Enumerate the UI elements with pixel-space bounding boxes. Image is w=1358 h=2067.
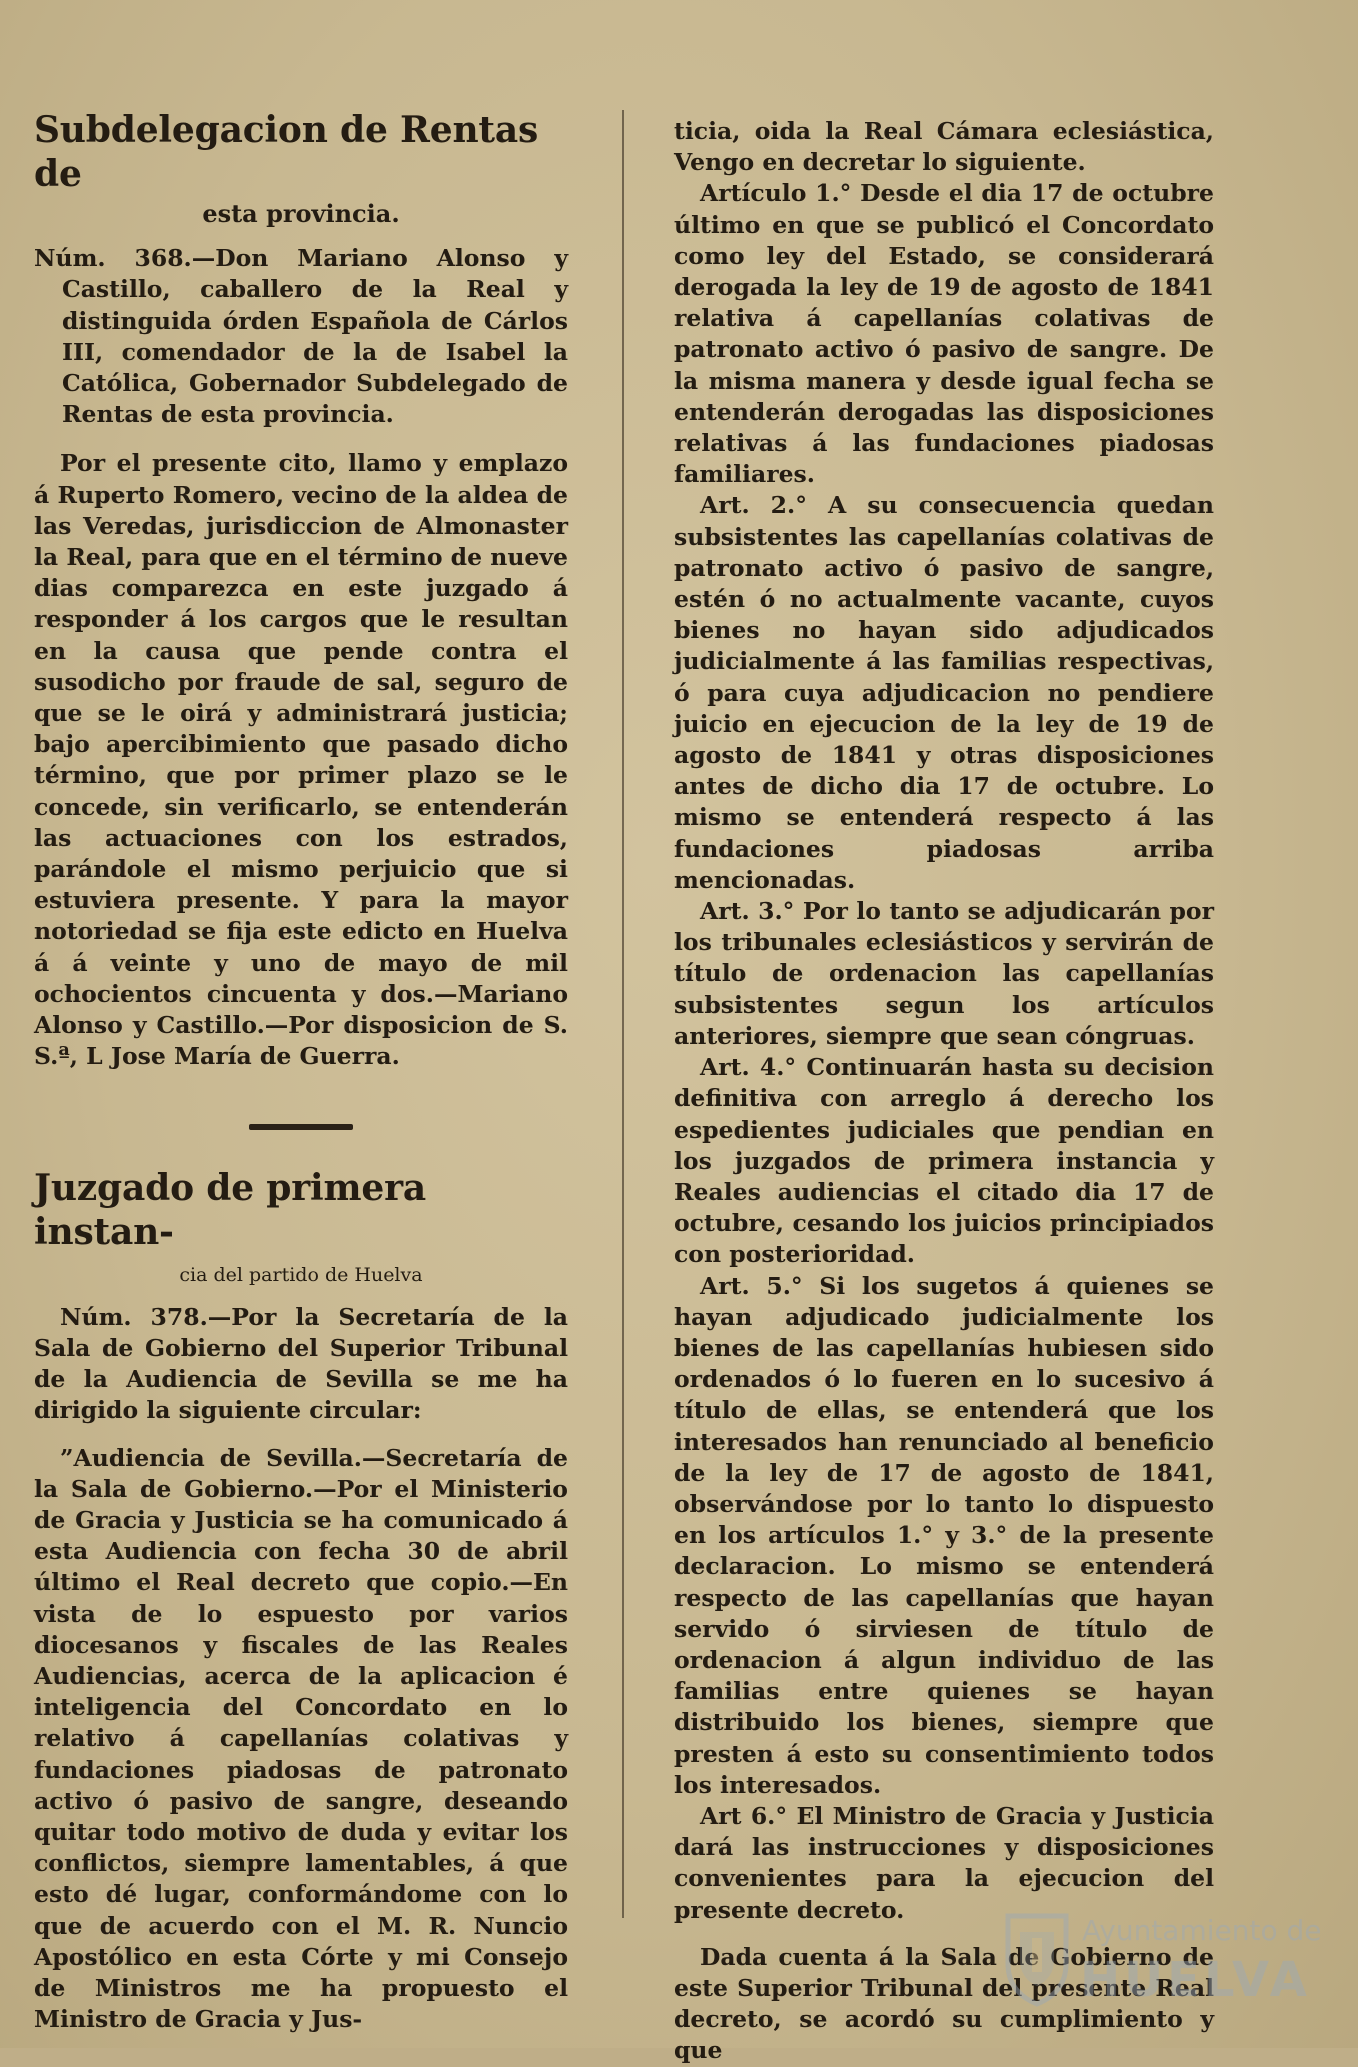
watermark-line1: Ayuntamiento de bbox=[1082, 1914, 1322, 1947]
archive-watermark bbox=[1002, 1908, 1322, 2016]
watermark-line2: HUELVA bbox=[1080, 1952, 1311, 2008]
decree-article-1: Artículo 1.° Desde el dia 17 de octubre último en que se publicó el Concordato como ley del Estado, se considerará derogada la ley de 19 de agosto de 1841 relativa á capellanías colativas de patronato activo ó pasivo de sangre. De la misma manera y desde igual fecha se entenderán derogadas las disposiciones relativas á las fundaciones piadosas familiares. bbox=[674, 179, 1214, 489]
right-column bbox=[674, 116, 1214, 2067]
notice-header-378: Núm. 378.—Por la Secretaría de la Sala de Gobierno del Superior Tribunal de la Audiencia de Sevilla se me ha dirigido la siguiente circular: bbox=[34, 1302, 568, 1425]
section-rentas bbox=[34, 108, 568, 1072]
section-subtitle-rentas: esta provincia. bbox=[202, 199, 400, 228]
decree-article-2: Art. 2.° A su consecuencia quedan subsistentes las capellanías colativas de patronato activo ó pasivo de sangre, estén ó no actualmente vacante, cuyos bienes no hayan sido adjudicados judicialmente á las familias respectivas, ó para cuya adjudicacion no pendiere juicio en ejecucion de la ley de 19 de agosto de 1841 y otras disposiciones antes de dicho dia 17 de octubre. Lo mismo se entenderá respecto á las fundaciones piadosas arriba mencionadas. bbox=[674, 491, 1214, 894]
notice-body-368: Por el presente cito, llamo y emplazo á Ruperto Romero, vecino de la aldea de las Veredas, jurisdiccion de Almonaster la Real, para que en el término de nueve dias comparezca en este juzgado á responder á los cargos que le resultan en la causa que pende contra el susodicho por fraude de sal, seguro de que se le oirá y administrará justicia; bajo apercibimiento que pasado dicho término, que por primer plazo se le concede, sin verificarlo, se entenderán las actuaciones con los estrados, parándole el mismo perjuicio que si estuviera presente. Y para la mayor notoriedad se fija este edicto en Huelva á á veinte y uno de mayo de mil ochocientos cincuenta y dos.—Mariano Alonso y Castillo.—Por disposicion de S. S.ª, L Jose María de Guerra. bbox=[34, 449, 568, 1071]
notice-header-368: Núm. 368.—Don Mariano Alonso y Castillo, caballero de la Real y distinguida órden Española de Cárlos III, comendador de la de Isabel la Católica, Gobernador Subdelegado de Rentas de esta provincia. bbox=[34, 244, 568, 429]
left-column bbox=[34, 108, 568, 2035]
section-title-rentas: Subdelegacion de Rentas de bbox=[34, 109, 539, 195]
decree-article-4: Art. 4.° Continuarán hasta su decision definitiva con arreglo á derecho los espedientes judiciales que pendian en los juzgados de primera instancia y Reales audiencias el citado dia 17 de octubre, cesando los juicios principiados con posterioridad. bbox=[674, 1053, 1214, 1269]
section-title-juzgado: Juzgado de primera instan- bbox=[34, 1167, 426, 1254]
section-juzgado bbox=[34, 1166, 568, 2035]
decree-article-6: Art 6.° El Ministro de Gracia y Justicia dará las instrucciones y disposiciones convenientes para la ejecucion del presente decreto. bbox=[674, 1801, 1214, 1924]
section-subtitle-juzgado: cia del partido de Huelva bbox=[179, 1264, 423, 1287]
section-separator-rule bbox=[249, 1124, 353, 1130]
decree-article-3: Art. 3.° Por lo tanto se adjudicarán por los tribunales eclesiásticos y servirán de título de ordenacion las capellanías subsistentes segun los artículos anteriores, siempre que sean cóngruas. bbox=[674, 897, 1214, 1050]
closing-paragraph: Dada cuenta á la Sala de Gobierno de este Superior Tribunal del presente Real decreto, se acordó su cumplimiento y que bbox=[674, 1942, 1214, 2065]
city-shield-icon bbox=[1002, 1908, 1072, 2008]
decree-article-5: Art. 5.° Si los sugetos á quienes se hayan adjudicado judicialmente los bienes de las capellanías hubiesen sido ordenados ó lo fueren en lo sucesivo á título de ellas, se entenderá que los interesados han renunciado al beneficio de la ley de 17 de agosto de 1841, observándose por lo tanto lo dispuesto en los artículos 1.° y 3.° de la presente declaracion. Lo mismo se entenderá respecto de las capellanías que hayan servido ó sirviesen de título de ordenacion á algun individuo de las familias entre quienes se hayan distribuido los bienes, siempre que presten á esto su consentimiento todos los interesados. bbox=[674, 1271, 1214, 1799]
column-divider bbox=[622, 110, 624, 1918]
circular-body: ”Audiencia de Sevilla.—Secretaría de la Sala de Gobierno.—Por el Ministerio de Gracia y Justicia se ha comunicado á esta Audiencia con fecha 30 de abril último el Real decreto que copio.—En vista de lo espuesto por varios diocesanos y fiscales de las Reales Audiencias, acerca de la aplicacion é inteligencia del Concordato en lo relativo á capellanías colativas y fundaciones piadosas de patronato activo ó pasivo de sangre, deseando quitar todo motivo de duda y evitar los conflictos, siempre lamentables, á que esto dé lugar, conformándome con lo que de acuerdo con el M. R. Nuncio Apostólico en esta Córte y mi Consejo de Ministros me ha propuesto el Ministro de Gracia y Jus- bbox=[34, 1443, 568, 2034]
decree-continuation: ticia, oida la Real Cámara eclesiástica, Vengo en decretar lo siguiente. bbox=[674, 117, 1214, 177]
